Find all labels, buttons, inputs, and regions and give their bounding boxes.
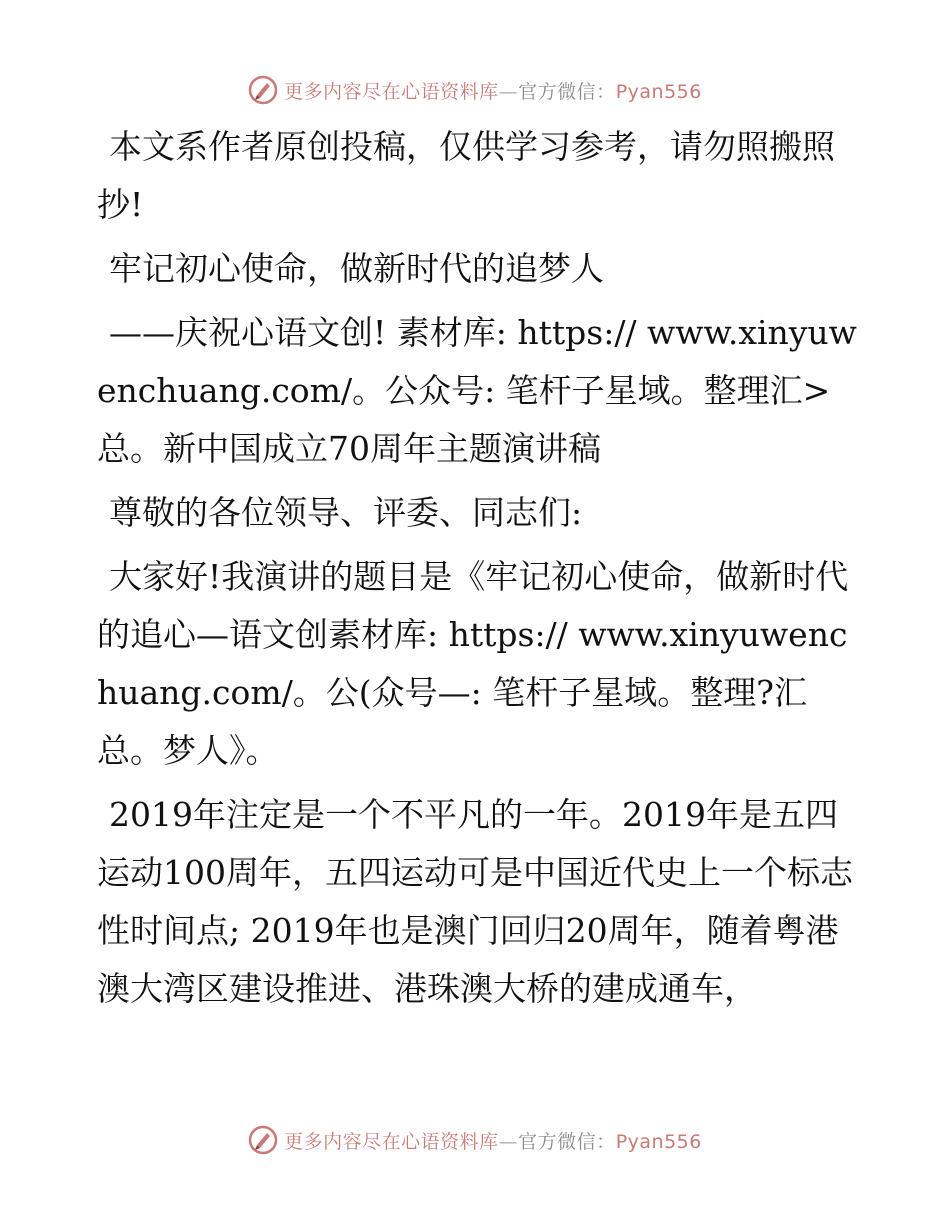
footer-watermark — [0, 1120, 950, 1160]
watermark-label: 官方微信： — [518, 80, 616, 103]
header-watermark — [0, 70, 950, 110]
watermark-main: 更多内容尽在心语资料库 — [284, 1130, 499, 1153]
watermark-main: 更多内容尽在心语资料库 — [284, 80, 499, 103]
watermark-text — [284, 77, 702, 104]
watermark-dash: — — [498, 1130, 519, 1153]
pen-logo-icon — [248, 75, 278, 105]
watermark-wechat-id: Pyan556 — [615, 80, 702, 103]
paragraph-salutation: 尊敬的各位领导、评委、同志们: — [109, 493, 583, 532]
paragraph-disclaimer: 本文系作者原创投稿，仅供学习参考，请勿照搬照抄! — [97, 127, 835, 224]
watermark-label: 官方微信： — [518, 1130, 616, 1153]
watermark-text — [284, 1127, 702, 1154]
paragraph-title: 牢记初心使命，做新时代的追梦人 — [109, 249, 604, 288]
watermark-dash: — — [498, 80, 519, 103]
pen-logo-icon — [248, 1125, 278, 1155]
document-body — [97, 118, 857, 1024]
paragraph-subtitle: ——庆祝心语文创! 素材库: https:// www.xinyuwenchuang.com/。公众号: 笔杆子星域。整理汇>总。新中国成立70周年主题演讲稿 — [97, 313, 857, 468]
paragraph-greeting: 大家好!我演讲的题目是《牢记初心使命，做新时代的追心—语文创素材库: https:// www.xinyuwenchuang.com/。公(众号—: 笔杆子星域。整理?汇总。梦人》。 — [97, 557, 849, 770]
watermark-wechat-id: Pyan556 — [615, 1130, 702, 1153]
paragraph-body: 2019年注定是一个不平凡的一年。2019年是五四运动100周年，五四运动可是中国近代史上一个标志性时间点; 2019年也是澳门回归20周年，随着粤港澳大湾区建设推进、港珠澳大桥的建成通车， — [97, 795, 853, 1008]
